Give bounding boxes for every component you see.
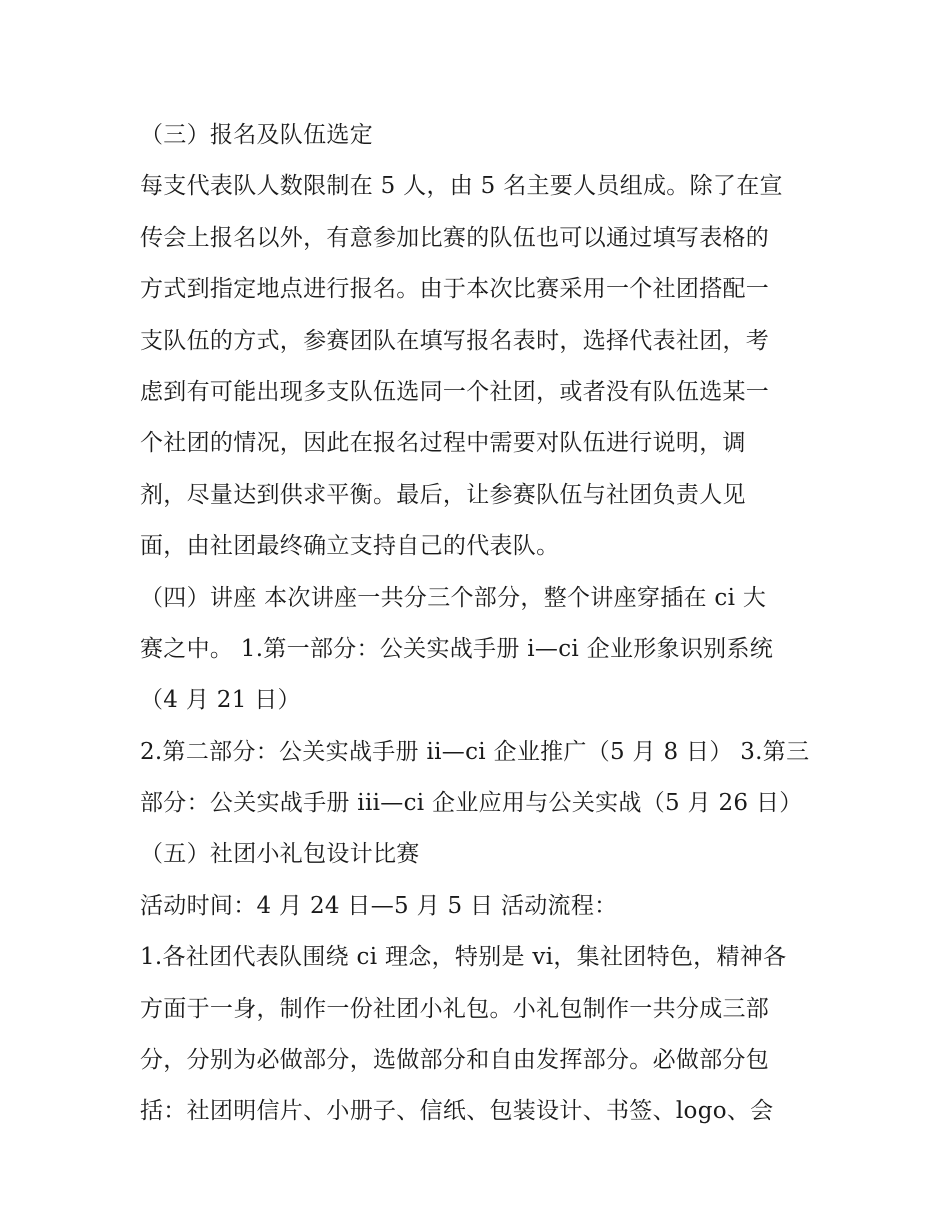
paragraph-line: 每支代表队人数限制在 5 人，由 5 名主要人员组成。除了在宣 — [140, 173, 783, 200]
paragraph-line: 活动时间：4 月 24 日—5 月 5 日 活动流程： — [140, 892, 618, 919]
paragraph-line: 赛之中。 1.第一部分：公关实战手册 i—ci 企业形象识别系统 — [140, 635, 774, 662]
paragraph-line: 方式到指定地点进行报名。由于本次比赛采用一个社团搭配一 — [140, 276, 770, 303]
paragraph-line: 方面于一身，制作一份社团小礼包。小礼包制作一共分成三部 — [140, 995, 770, 1022]
paragraph-line: 2.第二部分：公关实战手册 ii—ci 企业推广（5 月 8 日） 3.第三 — [140, 738, 810, 765]
paragraph-line: 传会上报名以外，有意参加比赛的队伍也可以通过填写表格的 — [140, 224, 770, 251]
paragraph-line: 面，由社团最终确立支持自己的代表队。 — [140, 533, 560, 560]
paragraph-line: 个社团的情况，因此在报名过程中需要对队伍进行说明，调 — [140, 430, 746, 457]
section-heading-gift-design: （五）社团小礼包设计比赛 — [140, 841, 420, 868]
paragraph-line: 括：社团明信片、小册子、信纸、包装设计、书签、logo、会 — [140, 1098, 774, 1125]
paragraph-line: 虑到有可能出现多支队伍选同一个社团，或者没有队伍选某一 — [140, 378, 770, 405]
paragraph-line: （4 月 21 日） — [140, 687, 301, 714]
paragraph-line: 1.各社团代表队围绕 ci 理念，特别是 vi，集社团特色，精神各 — [140, 944, 787, 971]
paragraph-line: 分，分别为必做部分，选做部分和自由发挥部分。必做部分包 — [140, 1047, 770, 1074]
paragraph-line: 支队伍的方式，参赛团队在填写报名表时，选择代表社团，考 — [140, 327, 770, 354]
document-body — [140, 110, 820, 1138]
section-heading-registration: （三）报名及队伍选定 — [140, 122, 373, 148]
paragraph-line: 部分：公关实战手册 iii—ci 企业应用与公关实战（5 月 26 日） — [140, 790, 803, 817]
paragraph-line: 剂，尽量达到供求平衡。最后，让参赛队伍与社团负责人见 — [140, 481, 746, 508]
section-heading-lectures: （四）讲座 本次讲座一共分三个部分，整个讲座穿插在 ci 大 — [140, 584, 767, 611]
